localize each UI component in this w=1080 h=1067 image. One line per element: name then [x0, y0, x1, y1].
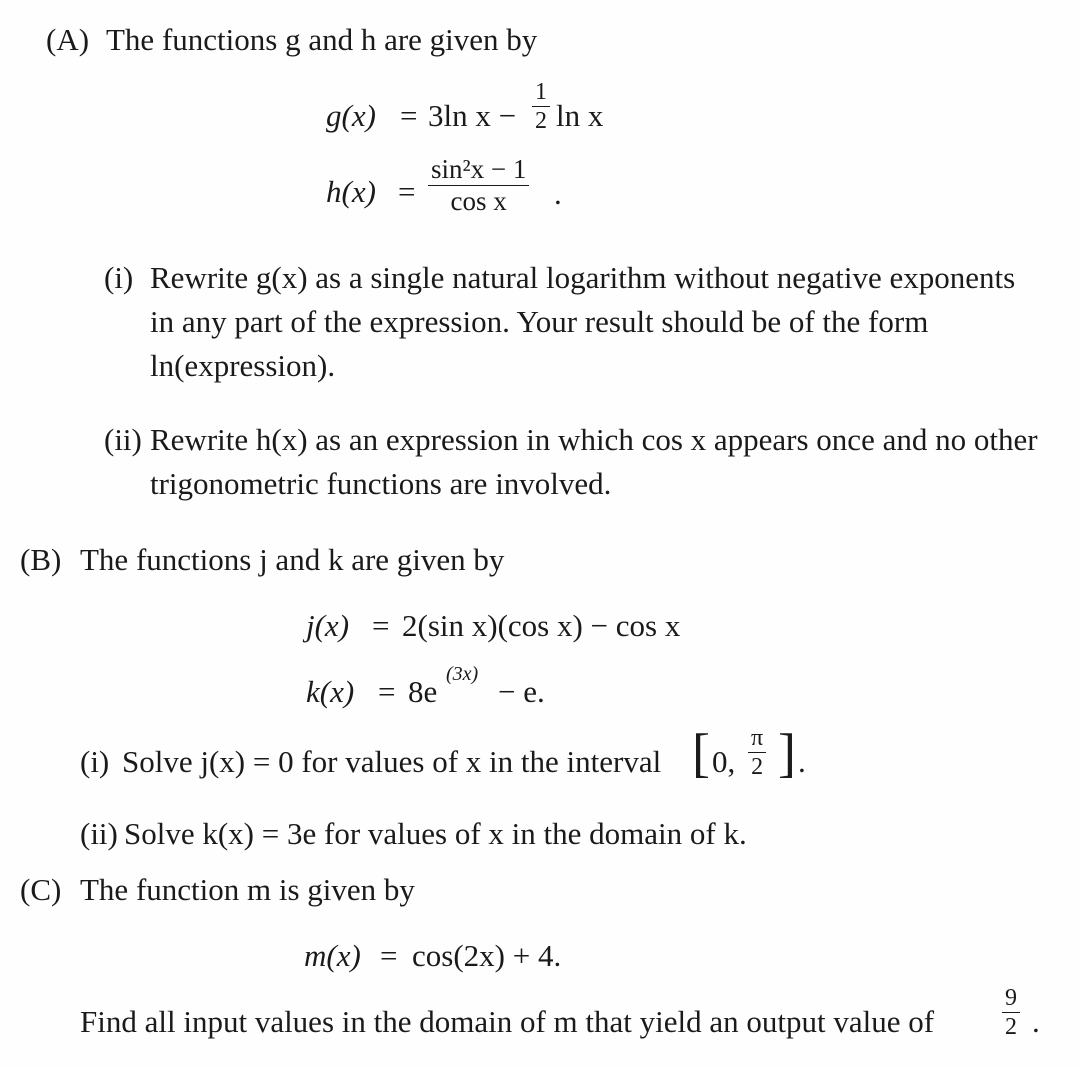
m-lhs: m(x) [304, 938, 361, 973]
h-fraction [426, 156, 531, 215]
part-a-i-label: (i) [104, 260, 134, 295]
interval-right-bracket: ] [778, 723, 796, 783]
part-a-intro: The functions g and h are given by [106, 22, 538, 57]
k-rhs-b: − e. [498, 674, 545, 709]
part-a-label: (A) [46, 22, 90, 57]
part-b-i-text: Solve j(x) = 0 for values of x in the interval [122, 744, 662, 779]
k-rhs-a: 8e [408, 674, 438, 709]
g-lhs: g(x) [326, 98, 376, 133]
interval-left-bracket: [ [692, 723, 710, 783]
part-a-i-line2: in any part of the expression. Your result should be of the form [150, 304, 929, 339]
output-period: . [1032, 1004, 1040, 1039]
output-frac-den: 2 [1005, 1014, 1017, 1040]
output-frac-num: 9 [1002, 986, 1020, 1013]
part-a-ii-label: (ii) [104, 422, 142, 457]
j-rhs: 2(sin x)(cos x) − cos x [402, 608, 681, 643]
part-a-i-line3: ln(expression). [150, 348, 336, 383]
interval-frac-den: 2 [751, 754, 764, 780]
h-period: . [554, 176, 562, 211]
k-exponent: (3x) [446, 663, 479, 685]
k-lhs: k(x) [306, 674, 355, 709]
interval-period: . [798, 744, 806, 779]
h-eq: = [398, 174, 416, 209]
part-c-intro: The function m is given by [80, 872, 415, 907]
part-b-i-label: (i) [80, 744, 110, 779]
j-eq: = [372, 608, 390, 643]
g-rhs-b: ln x [556, 98, 604, 133]
g-frac-num: 1 [532, 80, 550, 107]
part-b-ii-label: (ii) [80, 816, 118, 851]
j-lhs: j(x) [306, 608, 350, 643]
part-b-ii-text: Solve k(x) = 3e for values of x in the domain of k. [124, 816, 747, 851]
interval-frac-num: π [748, 726, 766, 753]
m-eq: = [380, 938, 398, 973]
g-fraction [530, 80, 552, 133]
interval-left: 0, [712, 744, 736, 779]
part-b-intro: The functions j and k are given by [80, 542, 505, 577]
k-eq: = [378, 674, 396, 709]
part-a-i-line1: Rewrite g(x) as a single natural logarithm without negative exponents [150, 260, 1016, 295]
part-c-label: (C) [20, 872, 62, 907]
part-a-ii-line2: trigonometric functions are involved. [150, 466, 612, 501]
part-b-label: (B) [20, 542, 62, 577]
g-frac-den: 2 [535, 108, 547, 134]
g-eq: = [400, 98, 418, 133]
m-rhs: cos(2x) + 4. [412, 938, 562, 973]
part-a-ii-line1: Rewrite h(x) as an expression in which cos x appears once and no other [150, 422, 1038, 457]
g-rhs-a: 3ln x − [428, 98, 517, 133]
h-num: sin²x − 1 [428, 156, 529, 186]
output-fraction [1000, 986, 1022, 1039]
interval-fraction [746, 726, 768, 779]
h-den: cos x [450, 186, 507, 216]
h-lhs: h(x) [326, 174, 376, 209]
part-c-find-text: Find all input values in the domain of m that yield an output value of [80, 1004, 935, 1039]
